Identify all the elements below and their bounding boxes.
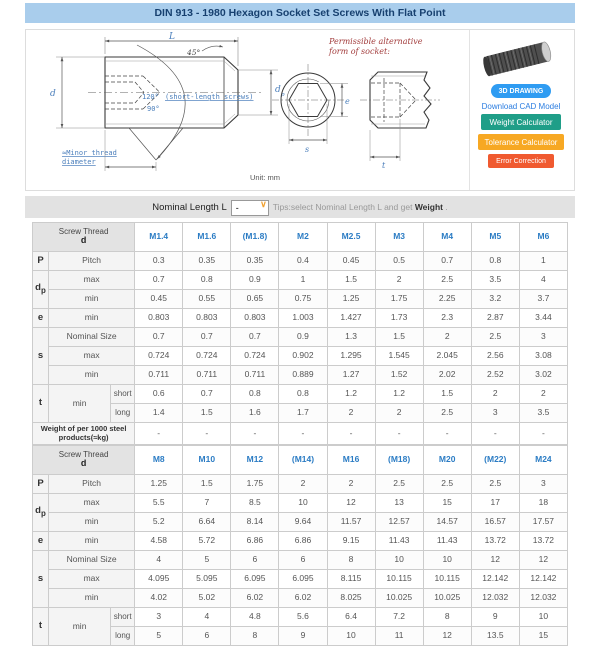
value-cell: 2	[327, 404, 375, 423]
thread-corner-header: Screw Thread d	[33, 223, 135, 252]
value-cell: 2	[375, 404, 423, 423]
value-cell: 3.5	[471, 271, 519, 290]
value-cell: 2.5	[375, 475, 423, 494]
value-cell: 3.2	[471, 290, 519, 309]
screw-3d-image	[477, 34, 565, 82]
value-cell: 5.02	[183, 589, 231, 608]
row-label: min	[49, 366, 135, 385]
value-cell: 12.142	[519, 570, 567, 589]
thread-corner-header: Screw Thread d	[33, 446, 135, 475]
value-cell: 5	[183, 551, 231, 570]
row-label: min	[49, 290, 135, 309]
row-label: max	[49, 570, 135, 589]
value-cell: 12.032	[471, 589, 519, 608]
value-cell: 1.427	[327, 309, 375, 328]
nominal-length-bar	[25, 196, 575, 218]
value-cell: 0.889	[279, 366, 327, 385]
value-cell: 0.9	[231, 271, 279, 290]
value-cell: 0.55	[183, 290, 231, 309]
value-cell: 1.5	[183, 404, 231, 423]
value-cell: 1.73	[375, 309, 423, 328]
row-label: max	[49, 271, 135, 290]
value-cell: 9.64	[279, 513, 327, 532]
value-cell: 2	[279, 475, 327, 494]
value-cell: 3	[519, 475, 567, 494]
table-row	[33, 404, 568, 423]
value-cell: 13.72	[471, 532, 519, 551]
spec-table-1	[32, 222, 568, 445]
value-cell: 2	[519, 385, 567, 404]
value-cell: 15	[423, 494, 471, 513]
value-cell: 3.44	[519, 309, 567, 328]
value-cell: 2	[423, 328, 471, 347]
tolerance-calculator-button[interactable]: Tolerance Calculator	[478, 134, 564, 150]
row-sublabel: short	[111, 608, 135, 627]
dim-label-s: s	[305, 145, 310, 154]
value-cell: -	[231, 423, 279, 445]
size-column-header: M16	[327, 446, 375, 475]
value-cell: 0.7	[135, 328, 183, 347]
value-cell: 5.2	[135, 513, 183, 532]
dim-label-dp: d	[275, 85, 281, 95]
table-row	[33, 290, 568, 309]
value-cell: 7	[183, 494, 231, 513]
set-screw-drawing	[26, 30, 469, 188]
value-cell: 1.5	[183, 475, 231, 494]
value-cell: 0.724	[135, 347, 183, 366]
value-cell: 12.57	[375, 513, 423, 532]
table-row	[33, 494, 568, 513]
dim-label-45deg: 45°	[187, 48, 201, 57]
symbol-cell: $d_p$	[33, 494, 49, 532]
alt-socket-note-line1: Permissible alternative	[329, 37, 423, 46]
row-sublabel: long	[111, 627, 135, 646]
row-label: min	[49, 608, 111, 646]
size-column-header: M1.4	[135, 223, 183, 252]
table-row	[33, 532, 568, 551]
value-cell: 2.25	[423, 290, 471, 309]
weight-row-label: Weight of per 1000 steel products(≈kg)	[33, 423, 135, 445]
value-cell: -	[279, 423, 327, 445]
symbol-cell: s	[33, 328, 49, 385]
symbol-cell: e	[33, 532, 49, 551]
value-cell: 2.5	[471, 328, 519, 347]
size-column-header: M5	[471, 223, 519, 252]
table-row	[33, 475, 568, 494]
value-cell: 1.4	[135, 404, 183, 423]
spec-tables	[32, 222, 568, 646]
value-cell: 10.025	[375, 589, 423, 608]
value-cell: 2.5	[423, 475, 471, 494]
value-cell: 1.6	[231, 404, 279, 423]
value-cell: 0.8	[231, 385, 279, 404]
value-cell: 0.7	[135, 271, 183, 290]
value-cell: 0.803	[183, 309, 231, 328]
dim-label-d: d	[50, 89, 56, 99]
value-cell: 2.52	[471, 366, 519, 385]
value-cell: 9	[279, 627, 327, 646]
value-cell: 15	[519, 627, 567, 646]
size-column-header: (M14)	[279, 446, 327, 475]
value-cell: 6.02	[279, 589, 327, 608]
symbol-cell: s	[33, 551, 49, 608]
value-cell: 0.803	[135, 309, 183, 328]
size-column-header: (M22)	[471, 446, 519, 475]
value-cell: 2.56	[471, 347, 519, 366]
value-cell: 1.7	[279, 404, 327, 423]
value-cell: 4.095	[135, 570, 183, 589]
minor-thread-note-line1: ≈Minor thread	[62, 149, 117, 157]
value-cell: 0.711	[183, 366, 231, 385]
value-cell: 1.25	[135, 475, 183, 494]
value-cell: 0.65	[231, 290, 279, 309]
value-cell: 1.3	[327, 328, 375, 347]
value-cell: 2.5	[423, 404, 471, 423]
value-cell: 0.9	[279, 328, 327, 347]
value-cell: 3.5	[519, 404, 567, 423]
table-row	[33, 309, 568, 328]
value-cell: 3.7	[519, 290, 567, 309]
value-cell: 12	[423, 627, 471, 646]
dim-label-L: L	[169, 32, 175, 42]
value-cell: 0.6	[135, 385, 183, 404]
value-cell: 6	[231, 551, 279, 570]
value-cell: 6.64	[183, 513, 231, 532]
symbol-cell: P	[33, 475, 49, 494]
value-cell: 4	[183, 608, 231, 627]
value-cell: 13	[375, 494, 423, 513]
value-cell: 6.4	[327, 608, 375, 627]
size-column-header: M4	[423, 223, 471, 252]
chevron-down-icon: ∨	[260, 199, 267, 209]
size-column-header: M20	[423, 446, 471, 475]
table-row	[33, 328, 568, 347]
table-row	[33, 513, 568, 532]
value-cell: 8	[423, 608, 471, 627]
nominal-length-label: Nominal Length L	[152, 201, 227, 213]
value-cell: 10	[375, 551, 423, 570]
page	[25, 3, 575, 646]
size-column-header: M6	[519, 223, 567, 252]
value-cell: 8.115	[327, 570, 375, 589]
value-cell: 8	[327, 551, 375, 570]
drawing-panel	[25, 29, 575, 191]
value-cell: 11.43	[375, 532, 423, 551]
size-column-header: M3	[375, 223, 423, 252]
value-cell: 6.095	[231, 570, 279, 589]
value-cell: 10	[519, 608, 567, 627]
value-cell: 8	[231, 627, 279, 646]
value-cell: 1.5	[423, 385, 471, 404]
download-cad-link[interactable]: Download CAD Model	[481, 102, 561, 111]
value-cell: 1.25	[327, 290, 375, 309]
length-select[interactable]	[231, 200, 269, 216]
value-cell: 1	[519, 252, 567, 271]
page-title: DIN 913 - 1980 Hexagon Socket Set Screws With Flat Point	[25, 3, 575, 23]
3d-drawing-button[interactable]: 3D DRAWING	[491, 84, 551, 98]
value-cell: 1.5	[375, 328, 423, 347]
value-cell: 6	[279, 551, 327, 570]
value-cell: 2.5	[471, 475, 519, 494]
value-cell: 0.7	[183, 385, 231, 404]
value-cell: 2.045	[423, 347, 471, 366]
value-cell: 16.57	[471, 513, 519, 532]
value-cell: 4.02	[135, 589, 183, 608]
value-cell: 0.45	[135, 290, 183, 309]
value-cell: -	[135, 423, 183, 445]
value-cell: 7.2	[375, 608, 423, 627]
error-correction-button[interactable]: Error Correction	[488, 154, 554, 168]
row-label: min	[49, 513, 135, 532]
size-column-header: (M1.8)	[231, 223, 279, 252]
value-cell: 4.8	[231, 608, 279, 627]
row-label: max	[49, 494, 135, 513]
value-cell: 0.8	[279, 385, 327, 404]
value-cell: 4	[135, 551, 183, 570]
table-row	[33, 570, 568, 589]
value-cell: 0.724	[183, 347, 231, 366]
dim-label-90deg: 90°	[147, 105, 160, 113]
symbol-cell: t	[33, 608, 49, 646]
value-cell: 9	[471, 608, 519, 627]
row-label: Nominal Size	[49, 328, 135, 347]
table-row	[33, 385, 568, 404]
value-cell: 1.75	[375, 290, 423, 309]
symbol-cell: e	[33, 309, 49, 328]
value-cell: 3.02	[519, 366, 567, 385]
technical-drawing	[26, 30, 469, 188]
row-label: min	[49, 532, 135, 551]
side-panel	[469, 30, 572, 190]
value-cell: 6	[183, 627, 231, 646]
value-cell: 1.545	[375, 347, 423, 366]
value-cell: 1.5	[327, 271, 375, 290]
value-cell: 8.5	[231, 494, 279, 513]
table-row	[33, 271, 568, 290]
value-cell: 10	[423, 551, 471, 570]
value-cell: 3	[519, 328, 567, 347]
value-cell: 12.142	[471, 570, 519, 589]
spec-table-2	[32, 445, 568, 646]
value-cell: 0.711	[231, 366, 279, 385]
value-cell: -	[375, 423, 423, 445]
value-cell: 0.7	[183, 328, 231, 347]
value-cell: 0.45	[327, 252, 375, 271]
value-cell: 12.032	[519, 589, 567, 608]
value-cell: 1.52	[375, 366, 423, 385]
value-cell: 0.75	[279, 290, 327, 309]
table-row	[33, 608, 568, 627]
value-cell: 3.08	[519, 347, 567, 366]
value-cell: 1	[279, 271, 327, 290]
minor-thread-note-line2: diameter	[62, 158, 96, 166]
dim-label-e: e	[345, 97, 350, 106]
value-cell: 1.27	[327, 366, 375, 385]
value-cell: 2	[471, 385, 519, 404]
value-cell: 12	[519, 551, 567, 570]
table-row	[33, 366, 568, 385]
value-cell: 10	[327, 627, 375, 646]
value-cell: -	[519, 423, 567, 445]
symbol-cell: P	[33, 252, 49, 271]
value-cell: -	[471, 423, 519, 445]
value-cell: 0.711	[135, 366, 183, 385]
value-cell: 5.72	[183, 532, 231, 551]
row-label: Nominal Size	[49, 551, 135, 570]
short-length-note: (short-length screws)	[165, 93, 254, 101]
symbol-cell: t	[33, 385, 49, 423]
value-cell: 2.02	[423, 366, 471, 385]
value-cell: 6.86	[279, 532, 327, 551]
value-cell: 10.115	[375, 570, 423, 589]
size-column-header: M2	[279, 223, 327, 252]
value-cell: 1.2	[375, 385, 423, 404]
value-cell: 6.02	[231, 589, 279, 608]
value-cell: 1.75	[231, 475, 279, 494]
table-row	[33, 589, 568, 608]
value-cell: 1.2	[327, 385, 375, 404]
table-row	[33, 627, 568, 646]
row-sublabel: short	[111, 385, 135, 404]
value-cell: 0.4	[279, 252, 327, 271]
size-column-header: M8	[135, 446, 183, 475]
value-cell: 17.57	[519, 513, 567, 532]
value-cell: 3	[135, 608, 183, 627]
tips-text: Tips:select Nominal Length L and get Weight .	[272, 202, 448, 212]
value-cell: 5	[135, 627, 183, 646]
size-column-header: M1.6	[183, 223, 231, 252]
size-column-header: M10	[183, 446, 231, 475]
value-cell: 13.72	[519, 532, 567, 551]
value-cell: 0.7	[423, 252, 471, 271]
value-cell: 5.095	[183, 570, 231, 589]
value-cell: 8.025	[327, 589, 375, 608]
dim-label-dp-sub: p	[281, 92, 285, 98]
dim-label-t: t	[382, 161, 386, 170]
value-cell: 6.095	[279, 570, 327, 589]
value-cell: 1.003	[279, 309, 327, 328]
value-cell: 0.7	[231, 328, 279, 347]
table-row	[33, 252, 568, 271]
value-cell: 2.87	[471, 309, 519, 328]
value-cell: -	[423, 423, 471, 445]
value-cell: 10.025	[423, 589, 471, 608]
value-cell: 0.724	[231, 347, 279, 366]
row-label: min	[49, 309, 135, 328]
value-cell: 18	[519, 494, 567, 513]
row-label: min	[49, 385, 111, 423]
value-cell: -	[327, 423, 375, 445]
value-cell: 0.8	[471, 252, 519, 271]
row-label: Pitch	[49, 475, 135, 494]
value-cell: 0.3	[135, 252, 183, 271]
value-cell: 5.6	[279, 608, 327, 627]
value-cell: 0.35	[183, 252, 231, 271]
size-column-header: M2.5	[327, 223, 375, 252]
value-cell: 13.5	[471, 627, 519, 646]
value-cell: 1.295	[327, 347, 375, 366]
row-label: min	[49, 589, 135, 608]
value-cell: 17	[471, 494, 519, 513]
size-column-header: (M18)	[375, 446, 423, 475]
value-cell: 10	[279, 494, 327, 513]
row-label: max	[49, 347, 135, 366]
value-cell: 9.15	[327, 532, 375, 551]
alt-socket-note-line2: form of socket:	[329, 47, 390, 56]
value-cell: 0.902	[279, 347, 327, 366]
row-label: Pitch	[49, 252, 135, 271]
value-cell: 12	[471, 551, 519, 570]
value-cell: 14.57	[423, 513, 471, 532]
value-cell: 3	[471, 404, 519, 423]
value-cell: 8.14	[231, 513, 279, 532]
unit-label: Unit: mm	[250, 173, 280, 182]
value-cell: 11.57	[327, 513, 375, 532]
weight-calculator-button[interactable]: Weight Calculator	[481, 114, 561, 130]
value-cell: 0.8	[183, 271, 231, 290]
value-cell: 2	[327, 475, 375, 494]
value-cell: 0.803	[231, 309, 279, 328]
value-cell: 11	[375, 627, 423, 646]
table-row	[33, 347, 568, 366]
value-cell: 12	[327, 494, 375, 513]
value-cell: 10.115	[423, 570, 471, 589]
table-row	[33, 551, 568, 570]
value-cell: 0.5	[375, 252, 423, 271]
size-column-header: M12	[231, 446, 279, 475]
value-cell: 4.58	[135, 532, 183, 551]
dim-label-120deg: 120°	[142, 93, 159, 101]
value-cell: 5.5	[135, 494, 183, 513]
value-cell: 6.86	[231, 532, 279, 551]
value-cell: 2	[375, 271, 423, 290]
value-cell: 11.43	[423, 532, 471, 551]
value-cell: 2.3	[423, 309, 471, 328]
table-row	[33, 423, 568, 445]
value-cell: 2.5	[423, 271, 471, 290]
size-column-header: M24	[519, 446, 567, 475]
value-cell: 4	[519, 271, 567, 290]
symbol-cell: $d_p$	[33, 271, 49, 309]
value-cell: 0.35	[231, 252, 279, 271]
value-cell: -	[183, 423, 231, 445]
row-sublabel: long	[111, 404, 135, 423]
